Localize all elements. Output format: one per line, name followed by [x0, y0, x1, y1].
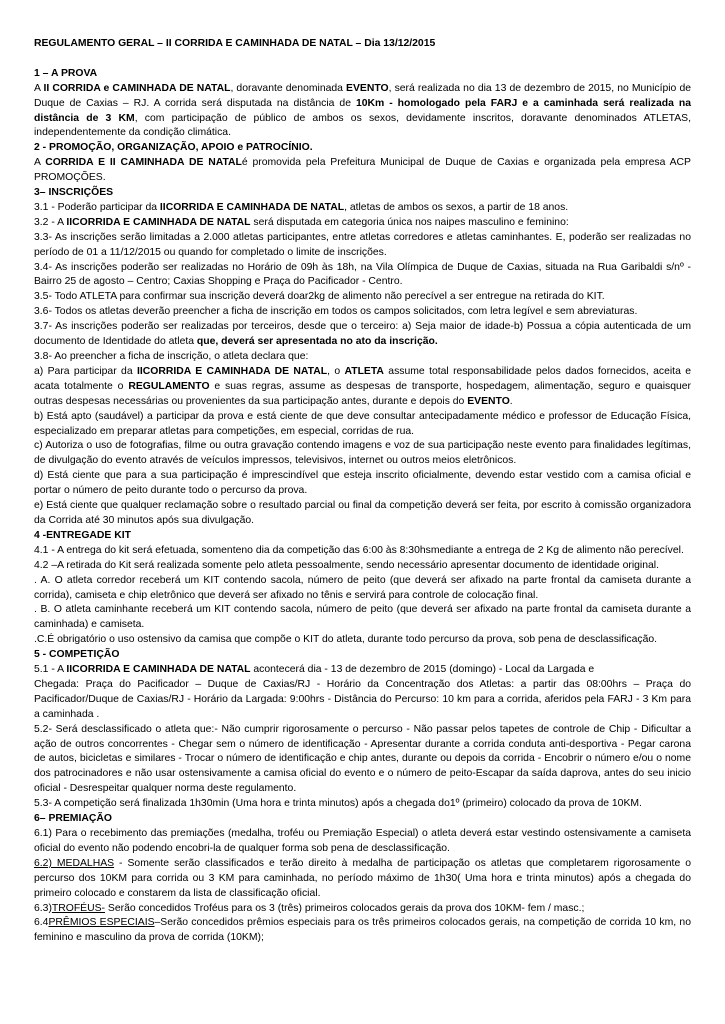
text-run: a) Para participar da	[34, 365, 137, 377]
text-run: , o	[327, 365, 345, 377]
text-run: A	[34, 157, 46, 169]
emphasis-text: que, deverá ser apresentada no ato da inscrição.	[196, 336, 438, 348]
event-term: EVENTO	[467, 395, 510, 407]
item-6-3	[34, 902, 691, 917]
item-6-4	[34, 916, 691, 946]
item-3-1	[34, 201, 691, 216]
item-3-8-d: d) Está ciente que para a sua participação é imprescindível que esteja inscrito oficialmente, devendo estar vestido com a camisa oficial e portar o número de peito durante todo o percurso da prova.	[34, 470, 691, 497]
item-3-5: 3.5- Todo ATLETA para confirmar sua inscrição deverá doar2kg de alimento não perecível a ser entregue na retirada do KIT.	[34, 291, 605, 303]
item-3-8-a	[34, 365, 691, 410]
text-run: acontecerá dia - 13 de dezembro de 2015 (domingo) - Local da Largada e	[250, 664, 595, 676]
section-1-heading: 1 – A PROVA	[34, 67, 98, 79]
item-5-2: 5.2- Será desclassificado o atleta que:- Não cumprir rigorosamente o percurso - Não passar pelos tapetes de controle de Chip - Dificultar a ação de outros concorrentes - Chegar sem o número de identificação - Apresentar durante a corrida conduta anti-desportiva - Pegar carona de autos, bicicletas e similares - Trocar o número de identificação e chip antes, durante ou depois da corrida - Encobrir o número e/ou o nome dos patrocinadores e não usar ostensivamente a camisa oficial do evento e o número de peito-Escapar da saída daprova, antes do seu inicio oficial - Desrespeitar qualquer norma deste regulamento.	[34, 723, 691, 795]
text-run: A	[34, 82, 44, 94]
text-run: 3.2 - A	[34, 216, 67, 228]
text-run: será disputada em categoria única nos naipes masculino e feminino:	[250, 216, 569, 228]
athlete-term: ATLETA	[344, 365, 384, 377]
item-3-2	[34, 216, 691, 231]
underlined-label: 6.2) MEDALHAS	[34, 857, 115, 869]
item-5-1	[34, 663, 691, 678]
section-5-heading: 5 - COMPETIÇÃO	[34, 649, 120, 661]
item-4-a: . A. O atleta corredor receberá um KIT contendo sacola, número de peito (que deverá ser afixado na parte frontal da camiseta durante a corrida), camiseta e chip eletrônico que deverá ser afixado no tênis e servirá para controle de colocação final.	[34, 574, 691, 601]
event-name: IICORRIDA E CAMINHADA DE NATAL	[136, 365, 328, 377]
text-run: , atletas de ambos os sexos, a partir de 18 anos.	[344, 201, 569, 213]
regulation-term: REGULAMENTO	[128, 380, 210, 392]
item-6-1: 6.1) Para o recebimento das premiações (medalha, troféu ou Premiação Especial) o atleta deverá estar vestindo ostensivamente a camiseta oficial do evento não podendo encobri-la de qualquer forma sob pena de desclassificação.	[34, 828, 691, 854]
text-run: 3.1 - Poderão participar da	[34, 201, 160, 213]
event-term: EVENTO	[346, 82, 389, 94]
document-title: REGULAMENTO GERAL – II CORRIDA E CAMINHADA DE NATAL – Dia 13/12/2015	[34, 38, 436, 49]
item-6-2	[34, 857, 691, 902]
text-run: e suas regras, assume as despesas de transporte, hospedagem, alimentação, seguro e quaisquer outras despesas necessárias ou provenientes da sua participação antes, durante e depois do	[34, 380, 691, 407]
distance-text: 10Km - homologado pela FARJ e a caminhada será realizada na distância de 3 KM	[34, 97, 691, 124]
text-run: , com participação de público de ambos os sexos, devidamente inscritos, doravante denominados ATLETAS, independentemente da condição climática.	[34, 112, 691, 139]
text-run: 6.4	[34, 917, 49, 929]
underlined-label: PRÊMIOS ESPECIAIS	[48, 917, 155, 929]
item-4-c: .C.É obrigatório o uso ostensivo da camisa que compõe o KIT do atleta, durante todo percurso da prova, sob pena de desclassificação.	[34, 634, 658, 646]
item-4-1: 4.1 - A entrega do kit será efetuada, somenteno dia da competição das 6:00 às 8:30hsmediante a entrega de 2 Kg de alimento não perecível.	[34, 544, 684, 556]
item-3-8-e: e) Está ciente que qualquer reclamação sobre o resultado parcial ou final da competição deverá ser feita, por escrito à comissão organizadora da Corrida até 30 minutos após sua divulgação.	[34, 500, 691, 526]
event-name: IICORRIDA E CAMINHADA DE NATAL	[66, 216, 251, 228]
item-4-b: . B. O atleta caminhante receberá um KIT contendo sacola, número de peito (que deverá ser afixado na parte frontal da camiseta durante a caminhada) e camiseta.	[34, 604, 691, 631]
text-run: 5.1 - A	[34, 664, 67, 676]
section-6-heading: 6– PREMIAÇÃO	[34, 813, 112, 825]
item-3-3: 3.3- As inscrições serão limitadas a 2.000 atletas participantes, entre atletas corredores e atletas caminhantes. E, poderão ser realizadas no período de 01 a 11/12/2015 ou quando for completado o limite de inscrições.	[34, 231, 691, 258]
text-run: .	[509, 395, 513, 407]
text-run: - Somente serão classificados e terão direito à medalha de participação os atletas que completarem rigorosamente o percurso dos 10KM para corrida ou 3 KM para caminhada, no período máximo de 1h30( Uma hora e trinta minutos) após a chegada do primeiro colocado e constarem da lista de classificação oficial.	[34, 857, 691, 899]
underlined-label: TROFÉUS-	[51, 902, 106, 914]
section-2-heading: 2 - PROMOÇÃO, ORGANIZAÇÃO, APOIO e PATROCÍNIO.	[34, 142, 313, 154]
text-run: 6.3)	[34, 902, 52, 914]
item-3-7	[34, 320, 691, 350]
item-5-3: 5.3- A competição será finalizada 1h30min (Uma hora e trinta minutos) após a chegada do1º (primeiro) colocado da prova de 10KM.	[34, 798, 642, 810]
event-name: II CORRIDA e CAMINHADA DE NATAL	[43, 82, 231, 94]
item-5-1-details: Chegada: Praça do Pacificador – Duque de Caxias/RJ - Horário da Concentração dos Atletas: a partir das 08:00hrs – Praça do Pacificador/Duque de Caxias/RJ - Horário da Largada: 9:00hrs - Distância do Percurso: 10 km para a corrida, aferidos pela FARJ - 3 Km para a caminhada .	[34, 678, 691, 720]
event-name: IICORRIDA E CAMINHADA DE NATAL	[66, 664, 251, 676]
item-3-8-b: b) Está apto (saudável) a participar da prova e está ciente de que deve consultar antecipadamente médico e professor de Educação Física, especializado em preparar atletas para competições, em especial, corridas de rua.	[34, 410, 691, 437]
text-run: assume total responsabilidade pelos dados fornecidos, aceita e acata totalmente o	[34, 365, 691, 392]
item-3-8: 3.8- Ao preencher a ficha de inscrição, o atleta declara que:	[34, 351, 309, 363]
text-run: , será realizada no dia 13 de dezembro de 2015, no Município de Duque de Caxias – RJ. A corrida será disputada na distância de	[34, 82, 691, 109]
event-name: IICORRIDA E CAMINHADA DE NATAL	[159, 201, 345, 213]
section-3-heading: 3– INSCRIÇÕES	[34, 187, 114, 199]
item-4-2: 4.2 –A retirada do Kit será realizada somente pelo atleta pessoalmente, sendo necessário apresentar documento de identidade original.	[34, 559, 659, 571]
section-1-paragraph	[34, 82, 691, 142]
item-3-6: 3.6- Todos os atletas deverão preencher a ficha de inscrição em todos os campos solicitados, com letra legível e sem abreviaturas.	[34, 306, 638, 318]
item-3-8-c: c) Autoriza o uso de fotografias, filme ou outra gravação contendo imagens e voz de sua participação neste evento para finalidades legítimas, de divulgação do evento através de veículos impressos, televisivos, internet ou outros meios eletrônicos.	[34, 440, 691, 467]
text-run: Serão concedidos Troféus para os 3 (três) primeiros colocados gerais da prova dos 10KM- fem / masc.;	[105, 902, 585, 914]
section-4-heading: 4 -ENTREGADE KIT	[34, 529, 131, 541]
text-run: 3.7- As inscrições poderão ser realizadas por terceiros, desde que o terceiro: a) Seja maior de idade-b) Possua a cópia autenticada de um documento de Identidade do atleta	[34, 321, 691, 348]
spacer	[34, 52, 691, 67]
text-run: é promovida pela Prefeitura Municipal de Duque de Caxias e organizada pela empresa ACP PROMOÇÕES.	[34, 157, 691, 184]
event-name: CORRIDA E II CAMINHADA DE NATAL	[45, 157, 242, 169]
section-2-paragraph	[34, 156, 691, 186]
text-run: , doravante denominada	[230, 82, 347, 94]
item-3-4: 3.4- As inscrições poderão ser realizadas no Horário de 09h às 18h, na Vila Olímpica de Duque de Caxias, situada na Rua Garibaldi s/nº - Bairro 25 de agosto – Centro; Caxias Shopping e Praça do Pacificador - Centro.	[34, 261, 691, 288]
text-run: –Serão concedidos prêmios especiais para os três primeiros colocados gerais, na competição de corrida 10 km, no feminino e masculino da prova de corrida (10KM);	[34, 917, 691, 944]
